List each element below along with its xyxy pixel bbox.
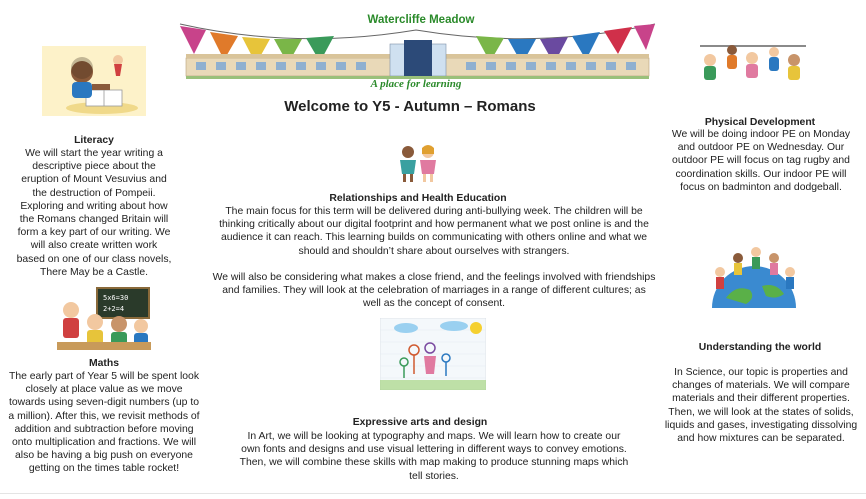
relationships-heading: Relationships and Health Education xyxy=(329,193,507,204)
relationships-image xyxy=(392,144,444,184)
expressive-text: In Art, we will be looking at typography and maps. We will learn how to create our own fonts and designs and use visual lettering in different ways to convey emotions. Then, we will combine these skills with map making to produce stunning maps which tell stories. xyxy=(239,431,629,482)
maths-heading: Maths xyxy=(88,358,120,369)
physical-heading: Physical Development xyxy=(704,117,816,128)
expressive-image xyxy=(380,318,486,390)
literacy-text: We will start the year writing a descriptive piece about the eruption of Mount Vesuvius and the destruction of Pompeii. Exploring and writing about how the Romans changed Britain will form a key part of our writing. We will also create written work based on one of our class novels, There May be a Castle. xyxy=(16,148,172,278)
school-name: Watercliffe Meadow xyxy=(367,14,475,26)
expressive-heading: Expressive arts and design xyxy=(352,417,488,428)
literacy-image xyxy=(42,46,146,116)
maths-image xyxy=(57,286,151,352)
relationships-text-2: We will also be considering what makes a close friend, and the feelings involved with friendships and families. They will look at the celebration of marriages in a range of different cultures; as well as the concept of consent. xyxy=(212,272,656,310)
physical-image xyxy=(694,36,812,92)
children-exercising-icon xyxy=(694,36,812,92)
children-around-globe-icon xyxy=(706,238,802,308)
page-divider xyxy=(0,493,866,494)
school-banner xyxy=(176,10,659,90)
world-heading: Understanding the world xyxy=(698,342,822,353)
two-friends-icon xyxy=(392,144,444,184)
school-tagline: A place for learning xyxy=(370,78,462,90)
world-image xyxy=(706,238,802,308)
children-maths-icon xyxy=(57,286,151,352)
svg-text:5x6=30: 5x6=30 xyxy=(103,294,129,302)
family-drawing-icon xyxy=(380,318,486,390)
page-title: Welcome to Y5 - Autumn – Romans xyxy=(284,98,536,115)
literacy-heading: Literacy xyxy=(74,135,114,146)
maths-text: The early part of Year 5 will be spent look closely at place value as we move towards using seven-digit numbers (up to a million). After this, we revisit methods of addition and subtraction before moving onto multiplication and fractions. We will also be having a big push on everyone getting on the times table rocket! xyxy=(8,371,200,475)
boy-reading-icon xyxy=(42,46,146,116)
physical-text: We will be doing indoor PE on Monday and outdoor PE on Wednesday. Our outdoor PE will focus on tag rugby and coordination skills. Our indoor PE will focus on badminton and dodgeball. xyxy=(671,129,851,193)
relationships-text-1: The main focus for this term will be delivered during anti-bullying week. The children will be thinking critically about our digital footprint and how permanent what we post online is and the audience it can reach. This learning builds on communicating with others online and what we should and shouldn’t share about ourselves with strangers. xyxy=(219,206,649,257)
world-text: In Science, our topic is properties and changes of materials. We will compare materials and their different properties. Then, we will look at the states of solids, liquids and gases, investigating dissolving and how mixtures can be separated. xyxy=(664,367,858,445)
svg-text:2+2=4: 2+2=4 xyxy=(103,305,125,313)
